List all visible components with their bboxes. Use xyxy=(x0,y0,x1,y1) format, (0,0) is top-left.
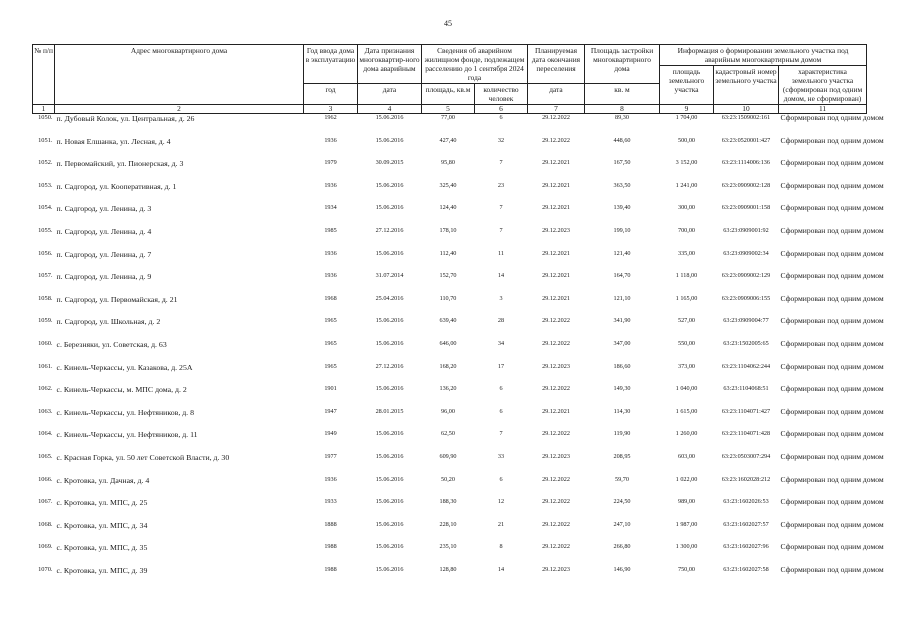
row-built-area: 89,30 xyxy=(615,114,629,121)
header-land-info: Информация о формировании земельного участка под аварийным многоквартирным домом xyxy=(660,45,867,66)
row-emergency-date: 15.06.2016 xyxy=(375,249,404,257)
table-row xyxy=(33,340,867,363)
row-built-area: 347,00 xyxy=(613,339,631,347)
row-number: 1053. xyxy=(38,181,53,189)
row-people-count: 34 xyxy=(497,339,505,347)
header-characteristic: характеристика земельного участка (сформирован под одним домом, не сформирован) xyxy=(779,66,867,105)
header-sub-date: дата xyxy=(358,84,422,105)
row-address: с. Красная Горка, ул. 50 лет Советской Власти, д. 30 xyxy=(56,452,230,462)
row-fund-area: 609,90 xyxy=(439,452,457,460)
row-land-area: 1 704,00 xyxy=(675,114,698,121)
row-cadastral-number: 63:23:1602027:57 xyxy=(723,520,769,528)
row-planned-date: 29.12.2022 xyxy=(542,385,570,393)
row-land-characteristic: Сформирован под одним домом xyxy=(780,542,884,552)
row-emergency-date: 15.06.2016 xyxy=(375,204,404,212)
row-emergency-date: 15.06.2016 xyxy=(375,452,404,460)
column-index-cell: 2 xyxy=(55,105,304,114)
row-built-area: 224,50 xyxy=(613,498,631,506)
row-built-area: 199,10 xyxy=(613,226,631,234)
row-planned-date: 29.12.2021 xyxy=(542,159,570,167)
row-year: 1965 xyxy=(324,362,337,370)
column-index-cell: 11 xyxy=(779,105,867,114)
row-emergency-date: 15.06.2016 xyxy=(375,339,404,347)
table-row xyxy=(33,363,867,386)
row-built-area: 186,60 xyxy=(613,362,631,370)
table-row xyxy=(33,137,867,160)
page-number: 45 xyxy=(444,19,452,28)
row-emergency-date: 15.06.2016 xyxy=(375,475,404,483)
row-emergency-date: 15.06.2016 xyxy=(375,498,404,506)
row-fund-area: 95,80 xyxy=(441,159,455,167)
header-sub-plan-date: дата xyxy=(528,84,585,105)
row-planned-date: 29.12.2021 xyxy=(542,204,570,212)
column-index-cell: 10 xyxy=(714,105,779,114)
row-address: с. Кротовка, ул. МПС, д. 39 xyxy=(56,565,148,575)
row-land-characteristic: Сформирован под одним домом xyxy=(780,135,884,145)
column-index-cell: 7 xyxy=(528,105,585,114)
row-address: п. Садгород, ул. Ленина, д. 3 xyxy=(56,204,152,214)
row-cadastral-number: 63:23:1602026:53 xyxy=(723,498,769,506)
row-cadastral-number: 63:23:0520001:427 xyxy=(721,136,771,144)
row-emergency-date: 27.12.2016 xyxy=(375,226,404,234)
header-land-area: площадь земельного участка xyxy=(660,66,714,105)
row-fund-area: 136,20 xyxy=(439,385,457,393)
row-year: 1965 xyxy=(324,339,337,347)
row-land-characteristic: Сформирован под одним домом xyxy=(780,271,884,281)
row-fund-area: 96,00 xyxy=(441,407,455,415)
row-planned-date: 29.12.2022 xyxy=(542,317,570,325)
table-row xyxy=(33,159,867,182)
row-year: 1936 xyxy=(324,475,337,483)
row-number: 1062. xyxy=(38,385,53,393)
row-year: 1936 xyxy=(324,249,337,257)
row-emergency-date: 15.06.2016 xyxy=(375,565,404,573)
row-people-count: 6 xyxy=(499,407,503,415)
column-index-cell: 9 xyxy=(660,105,714,114)
row-planned-date: 29.12.2021 xyxy=(542,272,570,280)
row-number: 1068. xyxy=(38,520,53,528)
row-cadastral-number: 63:23:1104071:427 xyxy=(721,407,771,415)
row-planned-date: 29.12.2021 xyxy=(542,181,570,189)
row-land-characteristic: Сформирован под одним домом xyxy=(780,203,884,213)
row-land-characteristic: Сформирован под одним домом xyxy=(780,406,884,416)
header-row-main xyxy=(33,45,867,66)
row-land-characteristic: Сформирован под одним домом xyxy=(780,361,884,371)
row-people-count: 33 xyxy=(497,452,505,460)
row-fund-area: 188,30 xyxy=(439,498,457,506)
row-emergency-date: 15.06.2016 xyxy=(375,385,404,393)
header-cadastral: кадастровый номер земельного участка xyxy=(714,66,779,105)
row-fund-area: 325,40 xyxy=(439,181,457,189)
table-row xyxy=(33,476,867,499)
row-address: с. Кинель-Черкассы, ул. Нефтяников, д. 11 xyxy=(56,430,198,440)
row-land-characteristic: Сформирован под одним домом xyxy=(780,225,884,235)
header-no: № п/п xyxy=(33,45,55,105)
row-planned-date: 29.12.2021 xyxy=(542,294,570,302)
column-index-cell: 5 xyxy=(422,105,475,114)
row-land-area: 1 040,00 xyxy=(675,385,698,393)
row-fund-area: 128,80 xyxy=(439,565,457,573)
row-year: 1936 xyxy=(324,181,337,189)
row-planned-date: 29.12.2022 xyxy=(542,543,570,551)
row-emergency-date: 15.06.2016 xyxy=(375,520,404,528)
row-emergency-date: 15.06.2016 xyxy=(375,430,404,438)
row-cadastral-number: 63:23:0909001:92 xyxy=(723,226,769,234)
row-fund-area: 178,10 xyxy=(439,226,457,234)
row-address: с. Кротовка, ул. МПС, д. 25 xyxy=(56,498,148,508)
header-sub-year: год xyxy=(304,84,358,105)
row-land-area: 1 987,00 xyxy=(675,520,698,528)
row-cadastral-number: 63:23:0909002:34 xyxy=(723,249,769,257)
header-sub-area: площадь, кв.м xyxy=(422,84,475,105)
row-cadastral-number: 63:23:1602028:212 xyxy=(721,475,771,483)
row-cadastral-number: 63:23:0909004:77 xyxy=(723,317,769,325)
row-emergency-date: 15.06.2016 xyxy=(375,181,404,189)
table-row xyxy=(33,566,867,589)
row-number: 1061. xyxy=(38,362,53,370)
row-address: п. Садгород, ул. Ленина, д. 4 xyxy=(56,226,152,236)
row-planned-date: 29.12.2022 xyxy=(542,339,570,347)
row-fund-area: 228,10 xyxy=(439,520,457,528)
row-planned-date: 29.12.2021 xyxy=(542,249,570,257)
row-number: 1070. xyxy=(38,565,53,573)
row-fund-area: 639,40 xyxy=(439,317,457,325)
row-built-area: 149,30 xyxy=(613,385,631,393)
row-number: 1067. xyxy=(38,498,53,506)
row-people-count: 7 xyxy=(499,159,503,167)
table-row xyxy=(33,295,867,318)
row-built-area: 208,95 xyxy=(613,452,631,460)
row-people-count: 32 xyxy=(497,136,505,144)
row-fund-area: 646,00 xyxy=(439,339,457,347)
column-index-cell: 8 xyxy=(585,105,660,114)
header-planned-date: Планируемая дата окончания переселения xyxy=(528,45,585,84)
row-year: 1988 xyxy=(324,565,337,573)
row-people-count: 3 xyxy=(499,294,503,302)
row-built-area: 341,90 xyxy=(613,317,631,325)
row-number: 1052. xyxy=(38,159,53,167)
table-row xyxy=(33,114,867,137)
row-land-characteristic: Сформирован под одним домом xyxy=(780,384,884,394)
row-planned-date: 29.12.2022 xyxy=(542,136,570,144)
row-cadastral-number: 63:23:1502005:65 xyxy=(723,339,769,347)
row-cadastral-number: 63:23:1114006:136 xyxy=(721,159,770,167)
row-land-characteristic: Сформирован под одним домом xyxy=(780,158,884,168)
row-land-characteristic: Сформирован под одним домом xyxy=(780,429,884,439)
row-land-area: 1 118,00 xyxy=(675,272,698,280)
row-land-area: 1 241,00 xyxy=(675,181,698,189)
row-land-characteristic: Сформирован под одним домом xyxy=(780,519,884,529)
row-emergency-date: 15.06.2016 xyxy=(375,543,404,551)
row-land-characteristic: Сформирован под одним домом xyxy=(780,180,884,190)
row-land-characteristic: Сформирован под одним домом xyxy=(780,248,884,258)
row-people-count: 17 xyxy=(497,362,505,370)
row-land-characteristic: Сформирован под одним домом xyxy=(780,474,884,484)
row-land-characteristic: Сформирован под одним домом xyxy=(780,113,884,122)
row-land-area: 500,00 xyxy=(677,136,695,144)
row-year: 1979 xyxy=(324,159,337,167)
table-row xyxy=(33,182,867,205)
row-planned-date: 29.12.2023 xyxy=(542,452,570,460)
table-row xyxy=(33,430,867,453)
row-land-area: 550,00 xyxy=(677,339,695,347)
row-land-area: 1 615,00 xyxy=(675,407,698,415)
row-people-count: 14 xyxy=(497,272,505,280)
row-address: п. Садгород, ул. Кооперативная, д. 1 xyxy=(56,181,177,191)
row-fund-area: 152,70 xyxy=(439,272,457,280)
row-planned-date: 29.12.2021 xyxy=(542,407,570,415)
header-sub-people: количество человек xyxy=(475,84,528,105)
row-number: 1055. xyxy=(38,226,53,234)
header-fund-info: Сведения об аварийном жилищном фонде, подлежащем расселению до 1 сентября 2024 года xyxy=(422,45,528,84)
column-index-cell: 3 xyxy=(304,105,358,114)
row-cadastral-number: 63:23:1104068:51 xyxy=(723,385,769,393)
row-fund-area: 124,40 xyxy=(439,204,457,212)
header-year: Год ввода дома в эксплуатацию xyxy=(304,45,358,84)
column-index-row xyxy=(33,105,867,114)
emergency-housing-table xyxy=(32,44,884,588)
row-cadastral-number: 63:23:0503007:294 xyxy=(721,452,771,460)
row-year: 1962 xyxy=(324,114,337,121)
row-number: 1065. xyxy=(38,452,53,460)
table-row xyxy=(33,385,867,408)
column-index-cell: 4 xyxy=(358,105,422,114)
row-address: с. Кинель-Черкассы, ул. Нефтяников, д. 8 xyxy=(56,407,194,417)
row-people-count: 11 xyxy=(498,249,504,257)
column-index-cell: 6 xyxy=(475,105,528,114)
row-land-area: 1 022,00 xyxy=(675,475,698,483)
column-index-cell: 1 xyxy=(33,105,55,114)
row-year: 1901 xyxy=(324,385,337,393)
row-land-characteristic: Сформирован под одним домом xyxy=(780,293,884,303)
row-built-area: 121,40 xyxy=(613,249,631,257)
row-land-area: 989,00 xyxy=(677,498,695,506)
row-land-characteristic: Сформирован под одним домом xyxy=(780,564,884,574)
row-year: 1985 xyxy=(324,226,337,234)
row-number: 1050. xyxy=(38,114,53,121)
row-address: с. Кинель-Черкассы, ул. Казакова, д. 25А xyxy=(56,362,193,372)
row-emergency-date: 27.12.2016 xyxy=(375,362,404,370)
row-number: 1057. xyxy=(38,272,53,280)
row-fund-area: 77,00 xyxy=(441,114,455,121)
table-body xyxy=(33,113,884,589)
row-emergency-date: 30.09.2015 xyxy=(375,159,404,167)
row-cadastral-number: 63:23:0909002:129 xyxy=(721,272,771,280)
row-land-area: 1 260,00 xyxy=(675,430,698,438)
table-row xyxy=(33,408,867,431)
row-built-area: 146,90 xyxy=(613,565,631,573)
row-built-area: 266,80 xyxy=(613,543,631,551)
row-year: 1949 xyxy=(324,430,337,438)
row-number: 1064. xyxy=(38,430,53,438)
row-planned-date: 29.12.2022 xyxy=(542,498,570,506)
row-land-area: 3 152,00 xyxy=(675,159,698,167)
row-year: 1936 xyxy=(324,136,337,144)
row-year: 1936 xyxy=(324,272,337,280)
row-cadastral-number: 63:23:1602027:96 xyxy=(723,543,769,551)
row-address: п. Садгород, ул. Ленина, д. 7 xyxy=(56,249,152,259)
row-people-count: 23 xyxy=(497,181,505,189)
row-number: 1059. xyxy=(38,317,53,325)
row-built-area: 114,30 xyxy=(613,407,631,415)
row-year: 1933 xyxy=(324,498,337,506)
row-year: 1934 xyxy=(324,204,337,212)
row-land-characteristic: Сформирован под одним домом xyxy=(780,338,884,348)
row-land-characteristic: Сформирован под одним домом xyxy=(780,497,884,507)
row-land-area: 300,00 xyxy=(677,204,695,212)
row-address: с. Кротовка, ул. МПС, д. 35 xyxy=(56,543,148,553)
row-land-area: 1 165,00 xyxy=(675,294,698,302)
row-built-area: 139,40 xyxy=(613,204,631,212)
row-people-count: 8 xyxy=(499,543,503,551)
header-emergency-date: Дата признания многоквартир-ного дома аварийным xyxy=(358,45,422,84)
row-people-count: 21 xyxy=(497,520,505,528)
row-fund-area: 168,20 xyxy=(439,362,457,370)
table-row xyxy=(33,317,867,340)
row-built-area: 59,70 xyxy=(615,475,629,483)
row-fund-area: 427,40 xyxy=(439,136,457,144)
table-row xyxy=(33,498,867,521)
header-sub-sqm: кв. м xyxy=(585,84,660,105)
table-row xyxy=(33,204,867,227)
row-emergency-date: 15.06.2016 xyxy=(375,136,404,144)
row-cadastral-number: 63:23:1104071:428 xyxy=(721,430,771,438)
row-emergency-date: 31.07.2014 xyxy=(375,272,404,280)
row-address: п. Новая Елшанка, ул. Лесная, д. 4 xyxy=(56,136,171,146)
row-planned-date: 29.12.2022 xyxy=(542,430,570,438)
row-address: п. Первомайский, ул. Пионерская, д. 3 xyxy=(56,159,184,169)
row-cadastral-number: 63:23:0909001:158 xyxy=(721,204,771,212)
table-row xyxy=(33,453,867,476)
row-address: п. Садгород, ул. Первомайская, д. 21 xyxy=(56,294,178,304)
row-emergency-date: 15.06.2016 xyxy=(375,114,404,121)
row-planned-date: 29.12.2022 xyxy=(542,520,570,528)
row-planned-date: 29.12.2022 xyxy=(542,475,570,483)
row-fund-area: 62,50 xyxy=(441,430,455,438)
row-address: п. Садгород, ул. Ленина, д. 9 xyxy=(56,272,152,282)
row-emergency-date: 15.06.2016 xyxy=(375,317,404,325)
row-emergency-date: 25.04.2016 xyxy=(375,294,404,302)
row-built-area: 167,50 xyxy=(613,159,631,167)
row-land-characteristic: Сформирован под одним домом xyxy=(780,316,884,326)
row-number: 1051. xyxy=(38,136,53,144)
row-cadastral-number: 63:23:1602027:58 xyxy=(723,565,769,573)
row-cadastral-number: 63:23:0909006:155 xyxy=(721,294,771,302)
row-people-count: 6 xyxy=(499,385,503,393)
row-number: 1056. xyxy=(38,249,53,257)
row-people-count: 7 xyxy=(499,430,503,438)
row-year: 1888 xyxy=(324,520,337,528)
row-planned-date: 29.12.2023 xyxy=(542,565,570,573)
row-year: 1968 xyxy=(324,294,337,302)
row-built-area: 448,60 xyxy=(613,136,631,144)
row-land-area: 335,00 xyxy=(677,249,695,257)
row-people-count: 7 xyxy=(499,226,503,234)
row-land-area: 603,00 xyxy=(677,452,695,460)
header-address: Адрес многоквартирного дома xyxy=(55,45,304,105)
row-number: 1060. xyxy=(38,339,53,347)
row-land-area: 700,00 xyxy=(677,226,695,234)
header-built-area: Площадь застройки многоквартирного дома xyxy=(585,45,660,84)
row-number: 1069. xyxy=(38,543,53,551)
row-built-area: 247,10 xyxy=(613,520,631,528)
row-number: 1066. xyxy=(38,475,53,483)
row-year: 1988 xyxy=(324,543,337,551)
table-row xyxy=(33,227,867,250)
row-land-area: 527,00 xyxy=(677,317,695,325)
row-built-area: 121,10 xyxy=(613,294,631,302)
row-people-count: 6 xyxy=(499,114,503,121)
row-number: 1058. xyxy=(38,294,53,302)
row-fund-area: 110,70 xyxy=(439,294,457,302)
row-planned-date: 29.12.2022 xyxy=(542,114,570,121)
row-people-count: 12 xyxy=(497,498,505,506)
row-people-count: 6 xyxy=(499,475,503,483)
row-emergency-date: 28.01.2015 xyxy=(375,407,404,415)
table-row xyxy=(33,521,867,544)
row-cadastral-number: 63:23:1104062:244 xyxy=(721,362,771,370)
row-fund-area: 50,20 xyxy=(441,475,455,483)
table-row xyxy=(33,250,867,273)
row-address: п. Дубовый Колок, ул. Центральная, д. 26 xyxy=(56,114,195,123)
row-fund-area: 112,40 xyxy=(439,249,457,257)
row-land-characteristic: Сформирован под одним домом xyxy=(780,451,884,461)
row-address: с. Кротовка, ул. МПС, д. 34 xyxy=(56,520,148,530)
row-year: 1977 xyxy=(324,452,337,460)
row-number: 1063. xyxy=(38,407,53,415)
row-number: 1054. xyxy=(38,204,53,212)
row-address: с. Березняки, ул. Советская, д. 63 xyxy=(56,339,167,349)
row-fund-area: 235,10 xyxy=(439,543,457,551)
row-built-area: 119,90 xyxy=(613,430,631,438)
row-year: 1947 xyxy=(324,407,337,415)
row-built-area: 164,70 xyxy=(613,272,631,280)
row-address: с. Кротовка, ул. Дачная, д. 4 xyxy=(56,475,150,485)
row-planned-date: 29.12.2023 xyxy=(542,226,570,234)
row-land-area: 750,00 xyxy=(677,565,695,573)
row-cadastral-number: 63:23:0909002:128 xyxy=(721,181,771,189)
row-built-area: 363,50 xyxy=(613,181,631,189)
row-year: 1965 xyxy=(324,317,337,325)
row-people-count: 28 xyxy=(497,317,505,325)
row-address: п. Садгород, ул. Школьная, д. 2 xyxy=(56,317,161,327)
row-land-area: 373,00 xyxy=(677,362,695,370)
row-land-area: 1 300,00 xyxy=(675,543,698,551)
table-row xyxy=(33,543,867,566)
row-people-count: 7 xyxy=(499,204,503,212)
table-row xyxy=(33,272,867,295)
row-cadastral-number: 63:23:1509002:161 xyxy=(721,114,771,121)
row-planned-date: 29.12.2023 xyxy=(542,362,570,370)
row-people-count: 14 xyxy=(497,565,505,573)
row-address: с. Кинель-Черкассы, м. МПС дома, д. 2 xyxy=(56,385,187,395)
